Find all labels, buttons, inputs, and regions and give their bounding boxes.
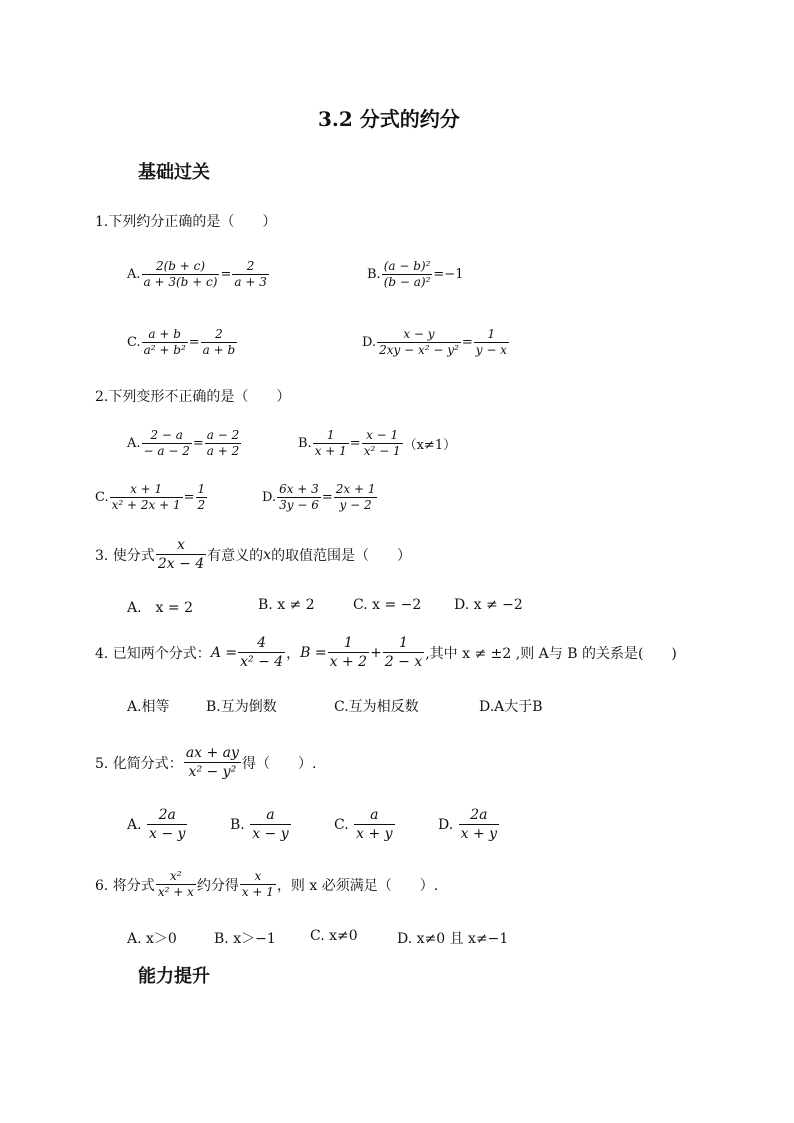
equals-sign: = bbox=[349, 436, 361, 451]
question-4-suffix: ,其中 x ≠ ±2 ,则 A与 B 的关系是( ) bbox=[425, 645, 677, 662]
numerator: x − y bbox=[377, 327, 461, 343]
question-5-option-c bbox=[334, 806, 396, 843]
denominator: x² + x bbox=[157, 885, 194, 899]
denominator: x + y bbox=[356, 826, 393, 842]
numerator: 1 bbox=[383, 634, 424, 653]
option-label: A. bbox=[127, 436, 141, 451]
fraction bbox=[328, 634, 369, 671]
numerator: 4 bbox=[238, 634, 285, 653]
equals-sign: = bbox=[433, 267, 445, 282]
fraction bbox=[377, 327, 461, 358]
section-heading-basic: 基础过关 bbox=[138, 162, 210, 183]
question-5-option-d bbox=[438, 806, 500, 843]
equals-sign: = bbox=[321, 490, 333, 505]
question-1-stem: 1.下列约分正确的是（ ） bbox=[95, 214, 277, 230]
denominator: y − 2 bbox=[339, 498, 372, 512]
equals-sign: = bbox=[461, 335, 473, 350]
denominator: x² − 1 bbox=[363, 444, 401, 458]
fraction bbox=[205, 428, 241, 459]
fraction bbox=[110, 482, 183, 513]
numerator: (a − b)² bbox=[383, 259, 431, 273]
fraction bbox=[383, 634, 424, 671]
fraction bbox=[240, 869, 276, 900]
numerator: a bbox=[354, 806, 394, 825]
question-2-option-d bbox=[262, 482, 378, 513]
question-3-option-b: B. x ≠ 2 bbox=[258, 597, 315, 613]
option-label: C. bbox=[95, 490, 109, 505]
question-6-option-c: C. x≠0 bbox=[310, 928, 358, 944]
denominator: 2xy − x² − y² bbox=[379, 343, 459, 357]
denominator: (b − a)² bbox=[383, 275, 431, 289]
fraction bbox=[459, 806, 499, 843]
numerator: x² bbox=[156, 869, 196, 885]
denominator: x + 1 bbox=[241, 885, 274, 899]
fraction bbox=[334, 482, 378, 513]
question-2-stem: 2.下列变形不正确的是（ ） bbox=[95, 389, 291, 405]
fraction bbox=[142, 327, 188, 358]
question-6-option-b: B. x＞−1 bbox=[214, 931, 276, 947]
condition: （x≠1） bbox=[403, 438, 457, 453]
question-4-option-d: D.A大于B bbox=[479, 699, 543, 715]
denominator: x − y bbox=[149, 826, 186, 842]
denominator: 2x − 4 bbox=[157, 556, 205, 572]
separator: ， bbox=[286, 645, 301, 662]
equals-sign: = bbox=[220, 267, 232, 282]
question-4-prefix: 4. 已知两个分式： bbox=[95, 645, 211, 662]
question-3-option-d: D. x ≠ −2 bbox=[454, 597, 523, 613]
numerator: 2a bbox=[147, 806, 187, 825]
question-2-option-c bbox=[95, 482, 208, 513]
numerator: 2(b + c) bbox=[142, 259, 220, 275]
question-6-suffix: ，则 x 必须满足（ ）. bbox=[276, 877, 439, 894]
question-5-suffix: 得（ ）. bbox=[241, 755, 317, 772]
numerator: 2x + 1 bbox=[335, 482, 376, 496]
option-label: D. bbox=[438, 816, 454, 833]
numerator: 6x + 3 bbox=[279, 482, 319, 496]
fraction bbox=[156, 536, 206, 573]
denominator: 3y − 6 bbox=[279, 498, 319, 512]
question-2-option-b bbox=[298, 428, 456, 459]
option-label: B. bbox=[230, 816, 245, 833]
numerator: 2 bbox=[201, 327, 238, 343]
denominator: 2 bbox=[197, 498, 206, 512]
question-3-stem bbox=[95, 536, 411, 573]
right-hand-side: −1 bbox=[444, 267, 464, 282]
denominator: x² − 4 bbox=[240, 654, 284, 670]
numerator: a + b bbox=[142, 327, 188, 343]
denominator: x + 1 bbox=[314, 444, 347, 458]
numerator: x bbox=[156, 536, 206, 555]
numerator: 2 bbox=[232, 259, 268, 275]
question-1-option-a bbox=[127, 259, 270, 290]
fraction bbox=[382, 259, 433, 290]
question-4-stem bbox=[95, 634, 677, 671]
option-label: B. bbox=[367, 267, 381, 282]
question-6-option-d: D. x≠0 且 x≠−1 bbox=[397, 931, 509, 947]
numerator: x bbox=[240, 869, 276, 885]
numerator: ax + ay bbox=[185, 745, 239, 761]
fraction bbox=[196, 482, 208, 513]
option-label: D. bbox=[262, 490, 277, 505]
question-2-option-a bbox=[127, 428, 242, 459]
fraction bbox=[354, 806, 394, 843]
denominator: − a − 2 bbox=[143, 444, 190, 458]
fraction bbox=[201, 327, 238, 358]
fraction bbox=[362, 428, 403, 459]
denominator: x + 2 bbox=[329, 654, 368, 670]
numerator: 2a bbox=[459, 806, 499, 825]
numerator: a bbox=[250, 806, 290, 825]
fraction bbox=[142, 259, 220, 290]
denominator: a + 3 bbox=[234, 275, 267, 289]
question-3-middle: 有意义的 bbox=[207, 547, 264, 564]
fraction bbox=[277, 482, 321, 513]
denominator: x − y bbox=[252, 826, 289, 842]
question-5-option-b bbox=[230, 806, 292, 843]
denominator: a + 3(b + c) bbox=[143, 275, 218, 289]
expression-a-lhs: A = bbox=[210, 644, 238, 661]
question-4-option-c: C.互为相反数 bbox=[334, 699, 419, 715]
denominator: a + b bbox=[202, 343, 236, 357]
variable: x bbox=[263, 546, 272, 563]
question-6-middle: 约分得 bbox=[196, 877, 239, 894]
option-label: C. bbox=[127, 335, 141, 350]
numerator: 2 − a bbox=[142, 428, 192, 444]
fraction bbox=[156, 869, 196, 900]
expression-b-lhs: B = bbox=[300, 644, 327, 661]
fraction bbox=[184, 744, 241, 781]
denominator: a + 2 bbox=[206, 444, 240, 458]
question-1-option-c bbox=[127, 327, 238, 358]
question-6-option-a: A. x＞0 bbox=[127, 931, 177, 947]
question-3-option-a: A. x = 2 bbox=[127, 600, 193, 616]
question-1-option-d bbox=[362, 327, 510, 358]
question-3-prefix: 3. 使分式 bbox=[95, 547, 155, 564]
question-1-option-b bbox=[367, 259, 463, 290]
numerator: a − 2 bbox=[206, 428, 240, 442]
fraction bbox=[474, 327, 509, 358]
option-label: A. bbox=[127, 267, 141, 282]
question-4-option-b: B.互为倒数 bbox=[206, 699, 277, 715]
numerator: 1 bbox=[313, 428, 349, 444]
option-label: D. bbox=[362, 335, 377, 350]
question-6-prefix: 6. 将分式 bbox=[95, 877, 155, 894]
denominator: x + y bbox=[460, 826, 498, 842]
question-3-option-c: C. x = −2 bbox=[353, 597, 422, 613]
fraction bbox=[250, 806, 290, 843]
option-label: B. bbox=[298, 436, 312, 451]
page-title: 3.2 分式的约分 bbox=[318, 107, 460, 131]
numerator: x − 1 bbox=[362, 428, 403, 444]
option-label: A. bbox=[127, 816, 142, 833]
numerator: 1 bbox=[328, 634, 369, 653]
denominator: 2 − x bbox=[384, 654, 423, 670]
fraction bbox=[147, 806, 187, 843]
question-6-stem bbox=[95, 869, 438, 900]
fraction bbox=[238, 634, 285, 671]
numerator: x + 1 bbox=[110, 482, 183, 498]
denominator: x² + 2x + 1 bbox=[111, 498, 181, 512]
section-heading-advanced: 能力提升 bbox=[138, 966, 210, 987]
numerator: 1 bbox=[474, 327, 509, 343]
option-label: C. bbox=[334, 816, 349, 833]
question-5-stem bbox=[95, 744, 316, 781]
denominator: x² − y² bbox=[188, 764, 237, 780]
equals-sign: = bbox=[188, 335, 200, 350]
denominator: y − x bbox=[475, 343, 507, 357]
question-5-prefix: 5. 化简分式： bbox=[95, 755, 183, 772]
equals-sign: = bbox=[192, 436, 204, 451]
numerator: 1 bbox=[197, 482, 206, 496]
denominator: a² + b² bbox=[143, 343, 186, 357]
fraction bbox=[313, 428, 349, 459]
fraction bbox=[232, 259, 268, 290]
question-4-option-a: A.相等 bbox=[127, 699, 170, 715]
question-3-suffix: 的取值范围是（ ） bbox=[271, 547, 412, 564]
equals-sign: = bbox=[183, 490, 195, 505]
question-5-option-a bbox=[127, 806, 188, 843]
plus-sign: + bbox=[370, 644, 382, 661]
fraction bbox=[142, 428, 192, 459]
